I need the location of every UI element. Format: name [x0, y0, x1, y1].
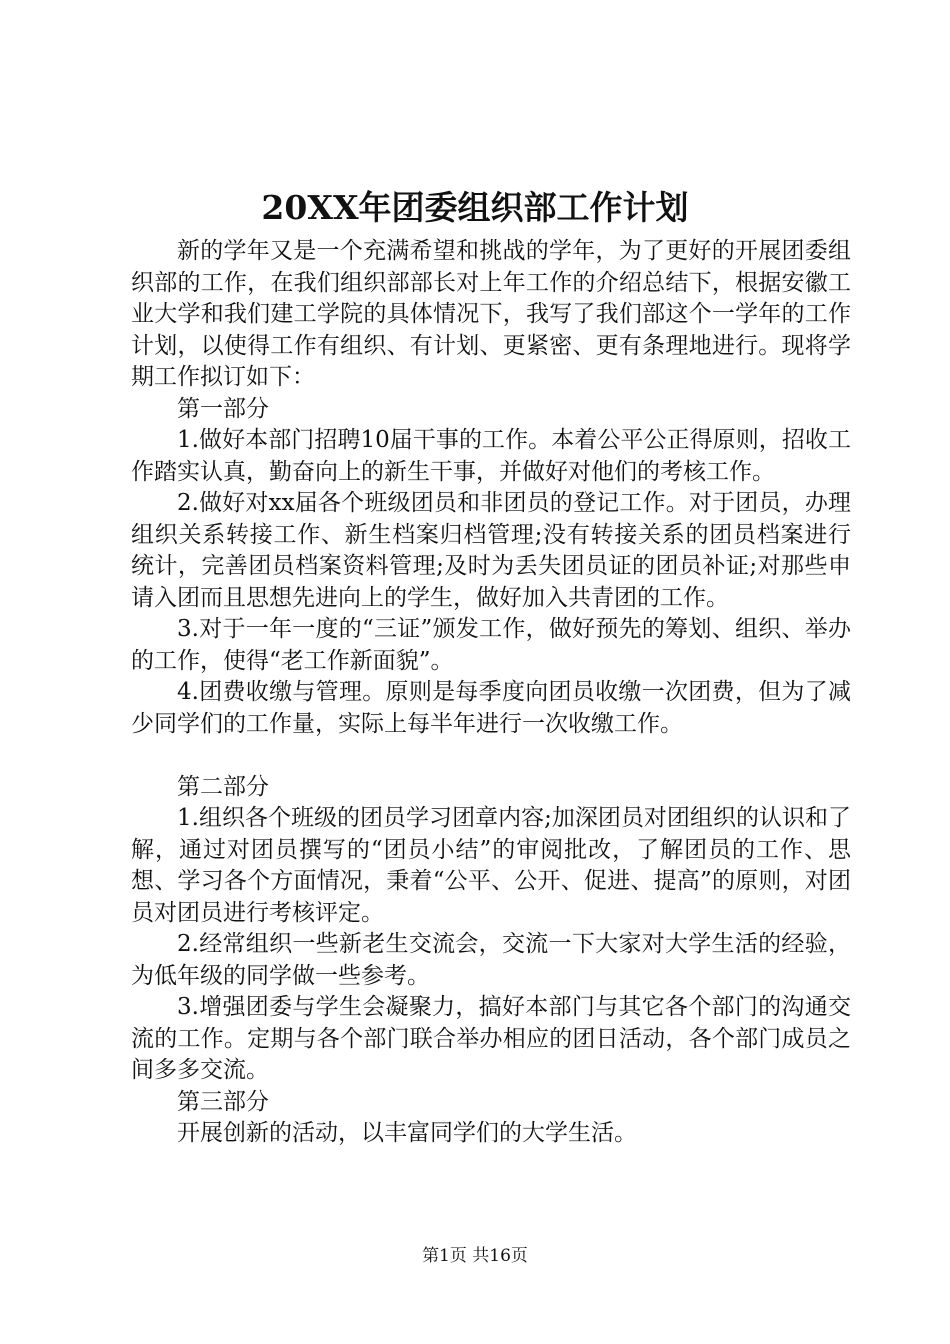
- paragraph-gap: [131, 740, 851, 772]
- part2-heading: 第二部分: [177, 773, 269, 800]
- part2-item: 1.组织各个班级的团员学习团章内容;加深团员对团组织的认识和了解，通过对团员撰写的“团员小结”的审阅批改，了解团员的工作、思想、学习各个方面情况，秉着“公平、公开、促进、提高”的原则，对团员对团员进行考核评定。: [131, 805, 851, 926]
- page-footer: 第1页 共16页: [422, 1246, 528, 1266]
- part1-heading: 第一部分: [177, 395, 269, 422]
- intro-paragraph: 新的学年又是一个充满希望和挑战的学年，为了更好的开展团委组织部的工作，在我们组织部部长对上年工作的介绍总结下，根据安徽工业大学和我们建工学院的具体情况下，我写了我们部这个一学年的工作计划，以使得工作有组织、有计划、更紧密、更有条理地进行。现将学期工作拟订如下：: [131, 238, 851, 390]
- part3-item: 开展创新的活动，以丰富同学们的大学生活。: [177, 1120, 637, 1146]
- part2-item: 3.增强团委与学生会凝聚力，搞好本部门与其它各个部门的沟通交流的工作。定期与各个部门联合举办相应的团日活动，各个部门成员之间多多交流。: [131, 994, 851, 1083]
- part2-item: 2.经常组织一些新老生交流会，交流一下大家对大学生活的经验，为低年级的同学做一些参考。: [131, 931, 851, 989]
- part1-item: 4.团费收缴与管理。原则是每季度向团员收缴一次团费，但为了减少同学们的工作量，实际上每半年进行一次收缴工作。: [131, 679, 851, 737]
- part1-item: 1.做好本部门招聘10届干事的工作。本着公平公正得原则，招收工作踏实认真，勤奋向上的新生干事，并做好对他们的考核工作。: [131, 427, 851, 485]
- part1-item: 2.做好对xx届各个班级团员和非团员的登记工作。对于团员，办理组织关系转接工作、新生档案归档管理;没有转接关系的团员档案进行统计，完善团员档案资料管理;及时为丢失团员证的团员补证;对那些申请入团而且思想先进向上的学生，做好加入共青团的工作。: [131, 490, 851, 611]
- document-body: [131, 236, 851, 1150]
- document-title: 20XX年团委组织部工作计划: [261, 188, 689, 227]
- part3-heading: 第三部分: [177, 1088, 269, 1115]
- part1-item: 3.对于一年一度的“三证”颁发工作，做好预先的筹划、组织、举办的工作，使得“老工作新面貌”。: [131, 616, 851, 674]
